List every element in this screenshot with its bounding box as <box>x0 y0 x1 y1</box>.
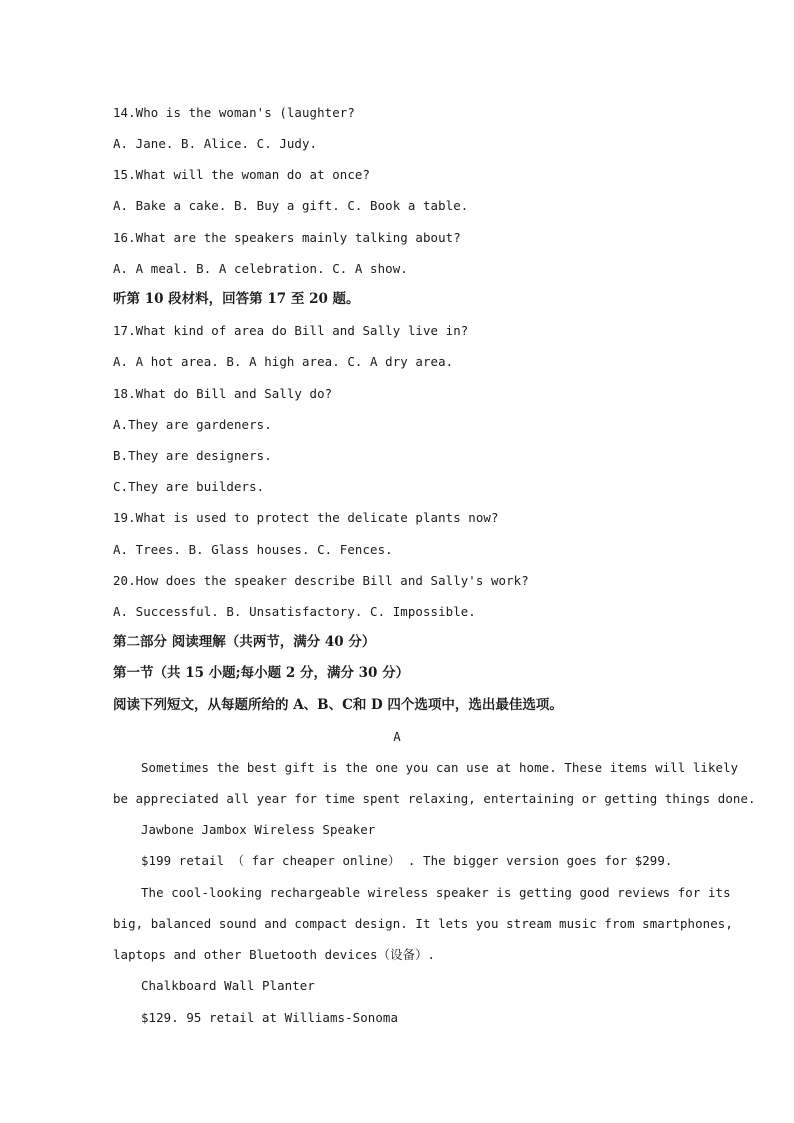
section-1-heading: 第一节（共 15 小题;每小题 2 分，满分 30 分） <box>113 665 410 681</box>
question-18-option-c: C.They are builders. <box>113 479 265 494</box>
question-16-options: A. A meal. B. A celebration. C. A show. <box>113 261 408 276</box>
question-19-options: A. Trees. B. Glass houses. C. Fences. <box>113 542 393 557</box>
question-15-options: A. Bake a cake. B. Buy a gift. C. Book a table. <box>113 198 469 213</box>
section-10-heading: 听第 10 段材料，回答第 17 至 20 题。 <box>113 291 360 307</box>
item-2-price: $129. 95 retail at Williams-Sonoma <box>141 1010 399 1025</box>
reading-instruction: 阅读下列短文，从每题所给的 A、B、C和 D 四个选项中，选出最佳选项。 <box>113 697 563 713</box>
question-18-option-b: B.They are designers. <box>113 448 272 463</box>
item-1-price: $199 retail （ far cheaper online） . The bigger version goes for $299. <box>141 853 673 868</box>
passage-paragraph-2-line-1: The cool-looking rechargeable wireless speaker is getting good reviews for its <box>141 885 731 900</box>
passage-paragraph-1-line-1: Sometimes the best gift is the one you can use at home. These items will likely <box>141 760 739 775</box>
item-1-name: Jawbone Jambox Wireless Speaker <box>141 822 376 837</box>
passage-paragraph-2-line-3: laptops and other Bluetooth devices（设备）. <box>113 947 436 962</box>
item-2-name: Chalkboard Wall Planter <box>141 978 315 993</box>
passage-label: A <box>393 729 401 744</box>
question-14: 14.Who is the woman's (laughter? <box>113 105 355 120</box>
question-20: 20.How does the speaker describe Bill and Sally's work? <box>113 573 529 588</box>
passage-paragraph-1-line-2: be appreciated all year for time spent relaxing, entertaining or getting things done. <box>113 791 756 806</box>
question-18: 18.What do Bill and Sally do? <box>113 386 333 401</box>
part-2-heading: 第二部分 阅读理解（共两节，满分 40 分） <box>113 634 376 650</box>
question-20-options: A. Successful. B. Unsatisfactory. C. Impossible. <box>113 604 476 619</box>
question-16: 16.What are the speakers mainly talking about? <box>113 230 461 245</box>
question-14-options: A. Jane. B. Alice. C. Judy. <box>113 136 318 151</box>
passage-paragraph-2-line-2: big, balanced sound and compact design. It lets you stream music from smartphones, <box>113 916 733 931</box>
question-15: 15.What will the woman do at once? <box>113 167 371 182</box>
question-19: 19.What is used to protect the delicate plants now? <box>113 510 499 525</box>
question-17: 17.What kind of area do Bill and Sally live in? <box>113 323 469 338</box>
question-18-option-a: A.They are gardeners. <box>113 417 272 432</box>
question-17-options: A. A hot area. B. A high area. C. A dry area. <box>113 354 454 369</box>
